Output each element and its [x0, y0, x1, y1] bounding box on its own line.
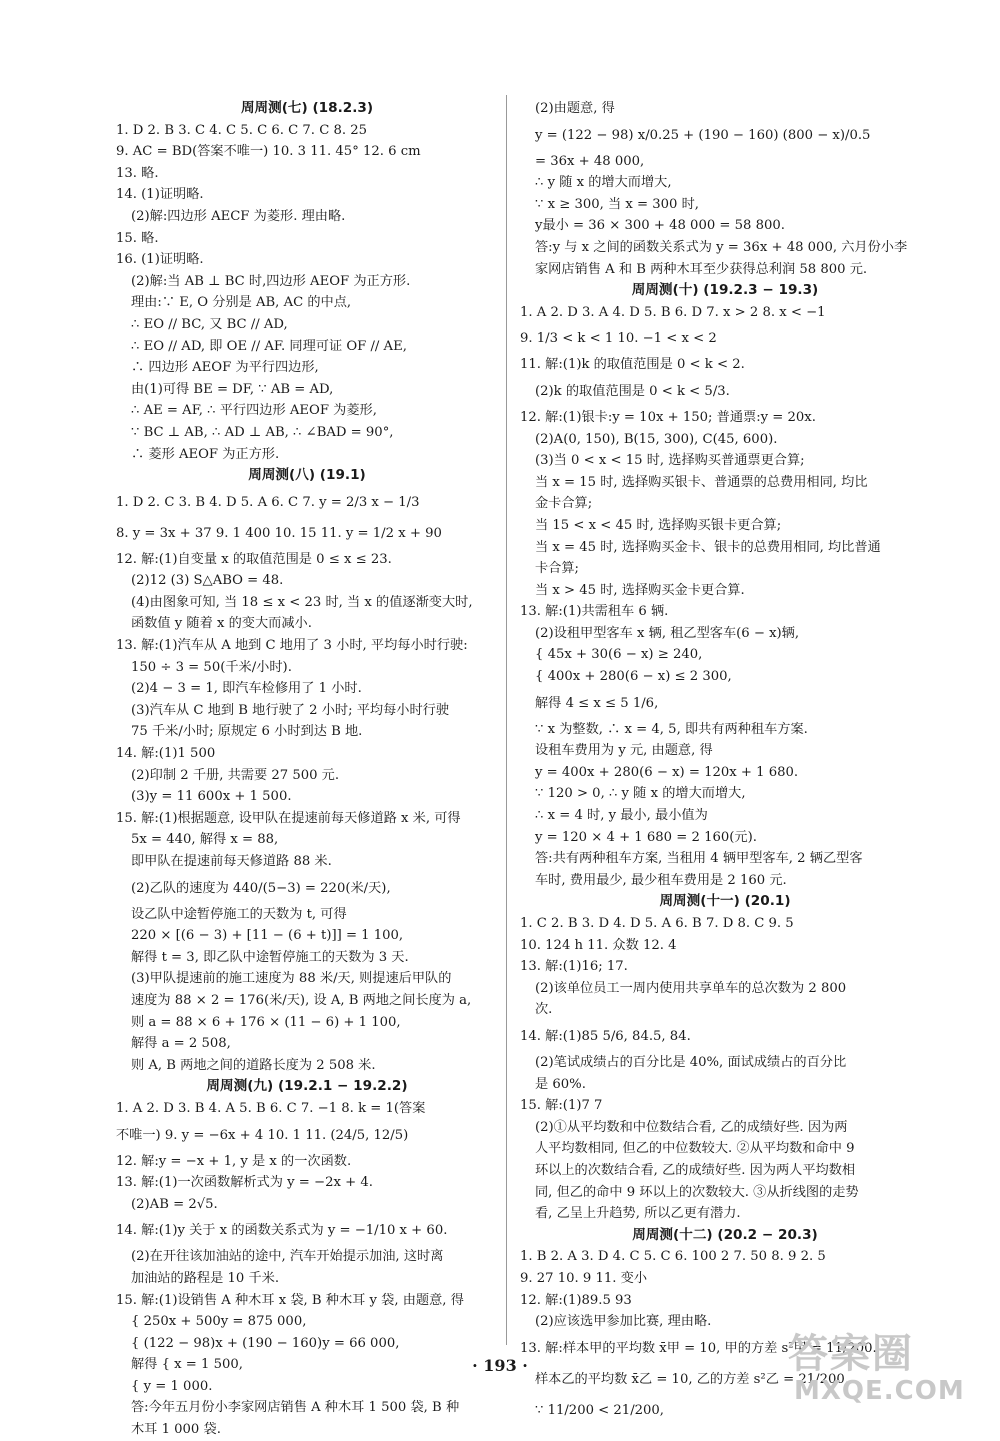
- watermark-text-top: 答案圈: [788, 1331, 914, 1377]
- answer-line: 13. 解:(1)共需租车 6 辆.: [520, 604, 669, 620]
- answer-line: 看, 乙呈上升趋势, 所以乙更有潜力.: [535, 1206, 741, 1222]
- section-heading: 周周测(十一) (20.1): [659, 893, 791, 910]
- answer-line: 家网店销售 A 和 B 两种木耳至少获得总利润 58 800 元.: [535, 261, 868, 277]
- answer-line: 当 x = 45 时, 选择购买金卡、银卡的总费用相同, 均比普通: [535, 539, 881, 555]
- right-column: [520, 98, 930, 1426]
- answer-line: ∵ 11/200 < 21/200,: [535, 1402, 664, 1418]
- answer-line: (2)该单位员工一周内使用共享单车的总次数为 2 800: [535, 980, 847, 996]
- answer-line: (2)应该选甲参加比赛, 理由略.: [535, 1314, 712, 1330]
- answer-line: 解得 t = 3, 即乙队中途暂停施工的天数为 3 天.: [131, 949, 409, 965]
- answer-line: 14. 解:(1)1 500: [116, 746, 216, 762]
- answer-line: 当 x > 45 时, 选择购买金卡更合算.: [535, 582, 745, 598]
- answer-line: 解得 a = 2 508,: [131, 1036, 231, 1052]
- answer-line: 设租车费用为 y 元, 由题意, 得: [535, 743, 713, 759]
- answer-line: (3)当 0 < x < 15 时, 选择购买普通票更合算;: [535, 453, 805, 469]
- answer-line: 12. 解:(1)自变量 x 的取值范围是 0 ≤ x ≤ 23.: [116, 551, 392, 567]
- answer-line: 解得 4 ≤ x ≤ 5 1/6,: [535, 695, 659, 711]
- watermark-text-bottom: MXQE.COM: [794, 1376, 965, 1406]
- answer-line: 金卡合算;: [535, 496, 593, 512]
- answer-line: 1. D 2. B 3. C 4. C 5. C 6. C 7. C 8. 25: [116, 122, 368, 138]
- answer-line: 解得 { x = 1 500,: [131, 1357, 243, 1373]
- answer-line: 13. 解:(1)一次函数解析式为 y = −2x + 4.: [116, 1175, 373, 1191]
- section-heading: 周周测(八) (19.1): [248, 467, 366, 484]
- answer-line: 9. 1/3 < k < 1 10. −1 < x < 2: [520, 331, 717, 347]
- section-heading: 周周测(十二) (20.2 − 20.3): [632, 1226, 818, 1243]
- left-column: [116, 98, 498, 1441]
- answer-line: (2)印制 2 千册, 共需要 27 500 元.: [131, 767, 340, 783]
- answer-line: 14. 解:(1)85 5/6, 84.5, 84.: [520, 1028, 691, 1044]
- answer-line: (2)12 (3) S△ABO = 48.: [131, 573, 284, 589]
- answer-line: ∴ 菱形 AEOF 为正方形.: [131, 446, 280, 462]
- page-number: · 193 ·: [472, 1356, 528, 1375]
- answer-line: y = 120 × 4 + 1 680 = 2 160(元).: [535, 829, 757, 845]
- answer-line: 次.: [535, 1002, 553, 1018]
- answer-line: 9. 27 10. 9 11. 变小: [520, 1270, 648, 1286]
- answer-line: 1. C 2. B 3. D 4. D 5. A 6. B 7. D 8. C 9. 5: [520, 916, 794, 931]
- answer-line: 由(1)可得 BE = DF, ∵ AB = AD,: [131, 381, 334, 397]
- answer-line: (2)k 的取值范围是 0 < k < 5/3.: [535, 383, 730, 399]
- answer-line: (4)由图象可知, 当 18 ≤ x < 23 时, 当 x 的值逐渐变大时,: [131, 594, 473, 610]
- answer-line: 当 15 < x < 45 时, 选择购买银卡更合算;: [535, 517, 782, 533]
- section-heading: 周周测(九) (19.2.1 − 19.2.2): [206, 1078, 408, 1095]
- answer-line: 12. 解:(1)银卡:y = 10x + 150; 普通票:y = 20x.: [520, 409, 816, 425]
- answer-line: (2)解:当 AB ⊥ BC 时,四边形 AEOF 为正方形.: [131, 273, 411, 289]
- answer-line: ∴ y 随 x 的增大而增大,: [535, 175, 672, 191]
- answer-line: 1. B 2. A 3. D 4. C 5. C 6. 100 2 7. 50 8. 9 2. 5: [520, 1249, 826, 1265]
- answer-line: 12. 解:y = −x + 1, y 是 x 的一次函数.: [116, 1153, 352, 1169]
- answer-line: (3)汽车从 C 地到 B 地行驶了 2 小时; 平均每小时行驶: [131, 702, 450, 718]
- answer-line: ∵ x ≥ 300, 当 x = 300 时,: [535, 196, 700, 212]
- answer-line: 15. 解:(1)根据题意, 设甲队在提速前每天修道路 x 米, 可得: [116, 810, 461, 826]
- answer-line: (2)设租甲型客车 x 辆, 租乙型客车(6 − x)辆,: [535, 625, 800, 641]
- answer-line: 16. (1)证明略.: [116, 252, 204, 268]
- answer-line: 答:共有两种租车方案, 当租用 4 辆甲型客车, 2 辆乙型客: [535, 851, 863, 867]
- answer-line: 样本乙的平均数 x̄乙 = 10, 乙的方差 s²乙 = 21/200,: [535, 1371, 849, 1387]
- answer-line: 加油站的路程是 10 千米.: [131, 1270, 280, 1286]
- answer-line: 150 ÷ 3 = 50(千米/小时).: [131, 659, 292, 675]
- answer-line: { 250x + 500y = 875 000,: [131, 1314, 307, 1330]
- answer-line: 设乙队中途暂停施工的天数为 t, 可得: [131, 906, 347, 922]
- answer-line: ∴ EO // AD, 即 OE // AF. 同理可证 OF // AE,: [131, 338, 407, 354]
- answer-line: 13. 解:样本甲的平均数 x̄甲 = 10, 甲的方差 s²甲 = 11/200.: [520, 1340, 877, 1356]
- answer-line: 答:y 与 x 之间的函数关系式为 y = 36x + 48 000, 六月份小李: [535, 239, 908, 255]
- answer-line: 12. 解:(1)89.5 93: [520, 1292, 632, 1308]
- answer-line: 1. A 2. D 3. B 4. A 5. B 6. C 7. −1 8. k = 1(答案: [116, 1100, 426, 1116]
- answer-line: 14. (1)证明略.: [116, 187, 204, 203]
- answer-line: (2)在开往该加油站的途中, 汽车开始提示加油, 这时离: [131, 1249, 444, 1265]
- answer-line: 函数值 y 随着 x 的变大而减小.: [131, 616, 312, 632]
- answer-line: (2)笔试成绩占的百分比是 40%, 面试成绩占的百分比: [535, 1054, 847, 1070]
- answer-line: y = (122 − 98) x/0.25 + (190 − 160) (800 − x)/0.5: [535, 127, 871, 143]
- section-heading: 周周测(十) (19.2.3 − 19.3): [631, 282, 819, 299]
- answer-line: 13. 解:(1)汽车从 A 地到 C 地用了 3 小时, 平均每小时行驶:: [116, 638, 468, 654]
- answer-line: (2)4 − 3 = 1, 即汽车检修用了 1 小时.: [131, 681, 362, 697]
- answer-line: 环以上的次数结合看, 乙的成绩好些. 因为两人平均数相: [535, 1162, 856, 1178]
- answer-line: 人平均数相同, 但乙的中位数较大. ②从平均数和命中 9: [535, 1141, 855, 1157]
- answer-line: 木耳 1 000 袋.: [131, 1422, 221, 1438]
- answer-line: 车时, 费用最少, 最少租车费用是 2 160 元.: [535, 872, 787, 888]
- answer-line: { (122 − 98)x + (190 − 160)y = 66 000,: [131, 1335, 400, 1351]
- answer-line: 11. 解:(1)k 的取值范围是 0 < k < 2.: [520, 357, 745, 373]
- answer-line: 不唯一) 9. y = −6x + 4 10. 1 11. (24/5, 12/5): [116, 1127, 409, 1143]
- answer-line: y = 400x + 280(6 − x) = 120x + 1 680.: [535, 764, 799, 780]
- answer-line: (2)乙队的速度为 440/(5−3) = 220(米/天),: [131, 880, 391, 896]
- answer-line: 220 × [(6 − 3) + [11 − (6 + t)]] = 1 100,: [131, 928, 404, 944]
- answer-line: 15. 略.: [116, 230, 159, 246]
- answer-line: 14. 解:(1)y 关于 x 的函数关系式为 y = −1/10 x + 60.: [116, 1223, 448, 1239]
- answer-line: 10. 124 h 11. 众数 12. 4: [520, 937, 677, 953]
- answer-line: (2)A(0, 150), B(15, 300), C(45, 600).: [535, 431, 778, 447]
- answer-line: ∴ EO // BC, 又 BC // AD,: [131, 316, 288, 332]
- answer-line: { 400x + 280(6 − x) ≤ 2 300,: [535, 669, 732, 685]
- answer-line: 当 x = 15 时, 选择购买银卡、普通票的总费用相同, 均比: [535, 474, 868, 490]
- answer-line: 是 60%.: [535, 1076, 586, 1092]
- answer-line: ∴ 四边形 AEOF 为平行四边形,: [131, 360, 319, 376]
- answer-line: { y = 1 000.: [131, 1378, 213, 1394]
- answer-line: ∴ AE = AF, ∴ 平行四边形 AEOF 为菱形,: [131, 403, 377, 419]
- answer-line: (2)由题意, 得: [535, 101, 615, 116]
- answer-line: 13. 解:(1)16; 17.: [520, 959, 628, 975]
- answer-line: ∵ BC ⊥ AB, ∴ AD ⊥ AB, ∴ ∠BAD = 90°,: [131, 424, 394, 440]
- watermark-logo: [780, 1318, 980, 1414]
- answer-line: (3)y = 11 600x + 1 500.: [131, 789, 292, 805]
- answer-line: 15. 解:(1)7 7: [520, 1098, 603, 1114]
- answer-line: 9. AC = BD(答案不唯一) 10. 3 11. 45° 12. 6 cm: [116, 144, 421, 160]
- answer-line: 1. D 2. C 3. B 4. D 5. A 6. C 7. y = 2/3 x − 1/3: [116, 494, 420, 510]
- answer-line: 同, 但乙的命中 9 环以上的次数较大. ③从折线图的走势: [535, 1184, 859, 1200]
- answer-line: 8. y = 3x + 37 9. 1 400 10. 15 11. y = 1/2 x + 90: [116, 525, 442, 541]
- column-divider: [506, 95, 507, 1345]
- answer-line: 75 千米/小时; 原规定 6 小时到达 B 地.: [131, 724, 363, 740]
- answer-line: (3)甲队提速前的施工速度为 88 米/天, 则提速后甲队的: [131, 971, 452, 987]
- answer-line: (2)解:四边形 AECF 为菱形. 理由略.: [131, 208, 346, 224]
- answer-line: { 45x + 30(6 − x) ≥ 240,: [535, 647, 703, 663]
- section-heading: 周周测(七) (18.2.3): [240, 100, 374, 116]
- answer-line: y最小 = 36 × 300 + 48 000 = 58 800.: [535, 218, 785, 234]
- answer-line: ∵ x 为整数, ∴ x = 4, 5, 即共有两种租车方案.: [535, 721, 808, 737]
- answer-line: 1. A 2. D 3. A 4. D 5. B 6. D 7. x > 2 8. x < −1: [520, 304, 826, 320]
- answer-line: (2)①从平均数和中位数结合看, 乙的成绩好些. 因为两: [535, 1119, 848, 1135]
- answer-line: 则 a = 88 × 6 + 176 × (11 − 6) + 1 100,: [131, 1014, 401, 1030]
- answer-line: 5x = 440, 解得 x = 88,: [131, 832, 279, 848]
- answer-line: 15. 解:(1)设销售 A 种木耳 x 袋, B 种木耳 y 袋, 由题意, 得: [116, 1292, 464, 1308]
- answer-line: 理由:∵ E, O 分别是 AB, AC 的中点,: [131, 295, 352, 311]
- answer-line: 则 A, B 两地之间的道路长度为 2 508 米.: [131, 1057, 376, 1073]
- answer-line: = 36x + 48 000,: [535, 153, 645, 169]
- answer-line: (2)AB = 2√5.: [131, 1196, 218, 1212]
- answer-line: 卡合算;: [535, 561, 580, 577]
- answer-line: 即甲队在提速前每天修道路 88 米.: [131, 854, 332, 869]
- answer-line: ∴ x = 4 时, y 最小, 最小值为: [535, 808, 708, 824]
- answer-line: 13. 略.: [116, 165, 159, 181]
- answer-line: 速度为 88 × 2 = 176(米/天), 设 A, B 两地之间长度为 a,: [131, 992, 472, 1008]
- answer-line: ∵ 120 > 0, ∴ y 随 x 的增大而增大,: [535, 786, 746, 802]
- answer-line: 答:今年五月份小李家网店销售 A 种木耳 1 500 袋, B 种: [131, 1400, 460, 1416]
